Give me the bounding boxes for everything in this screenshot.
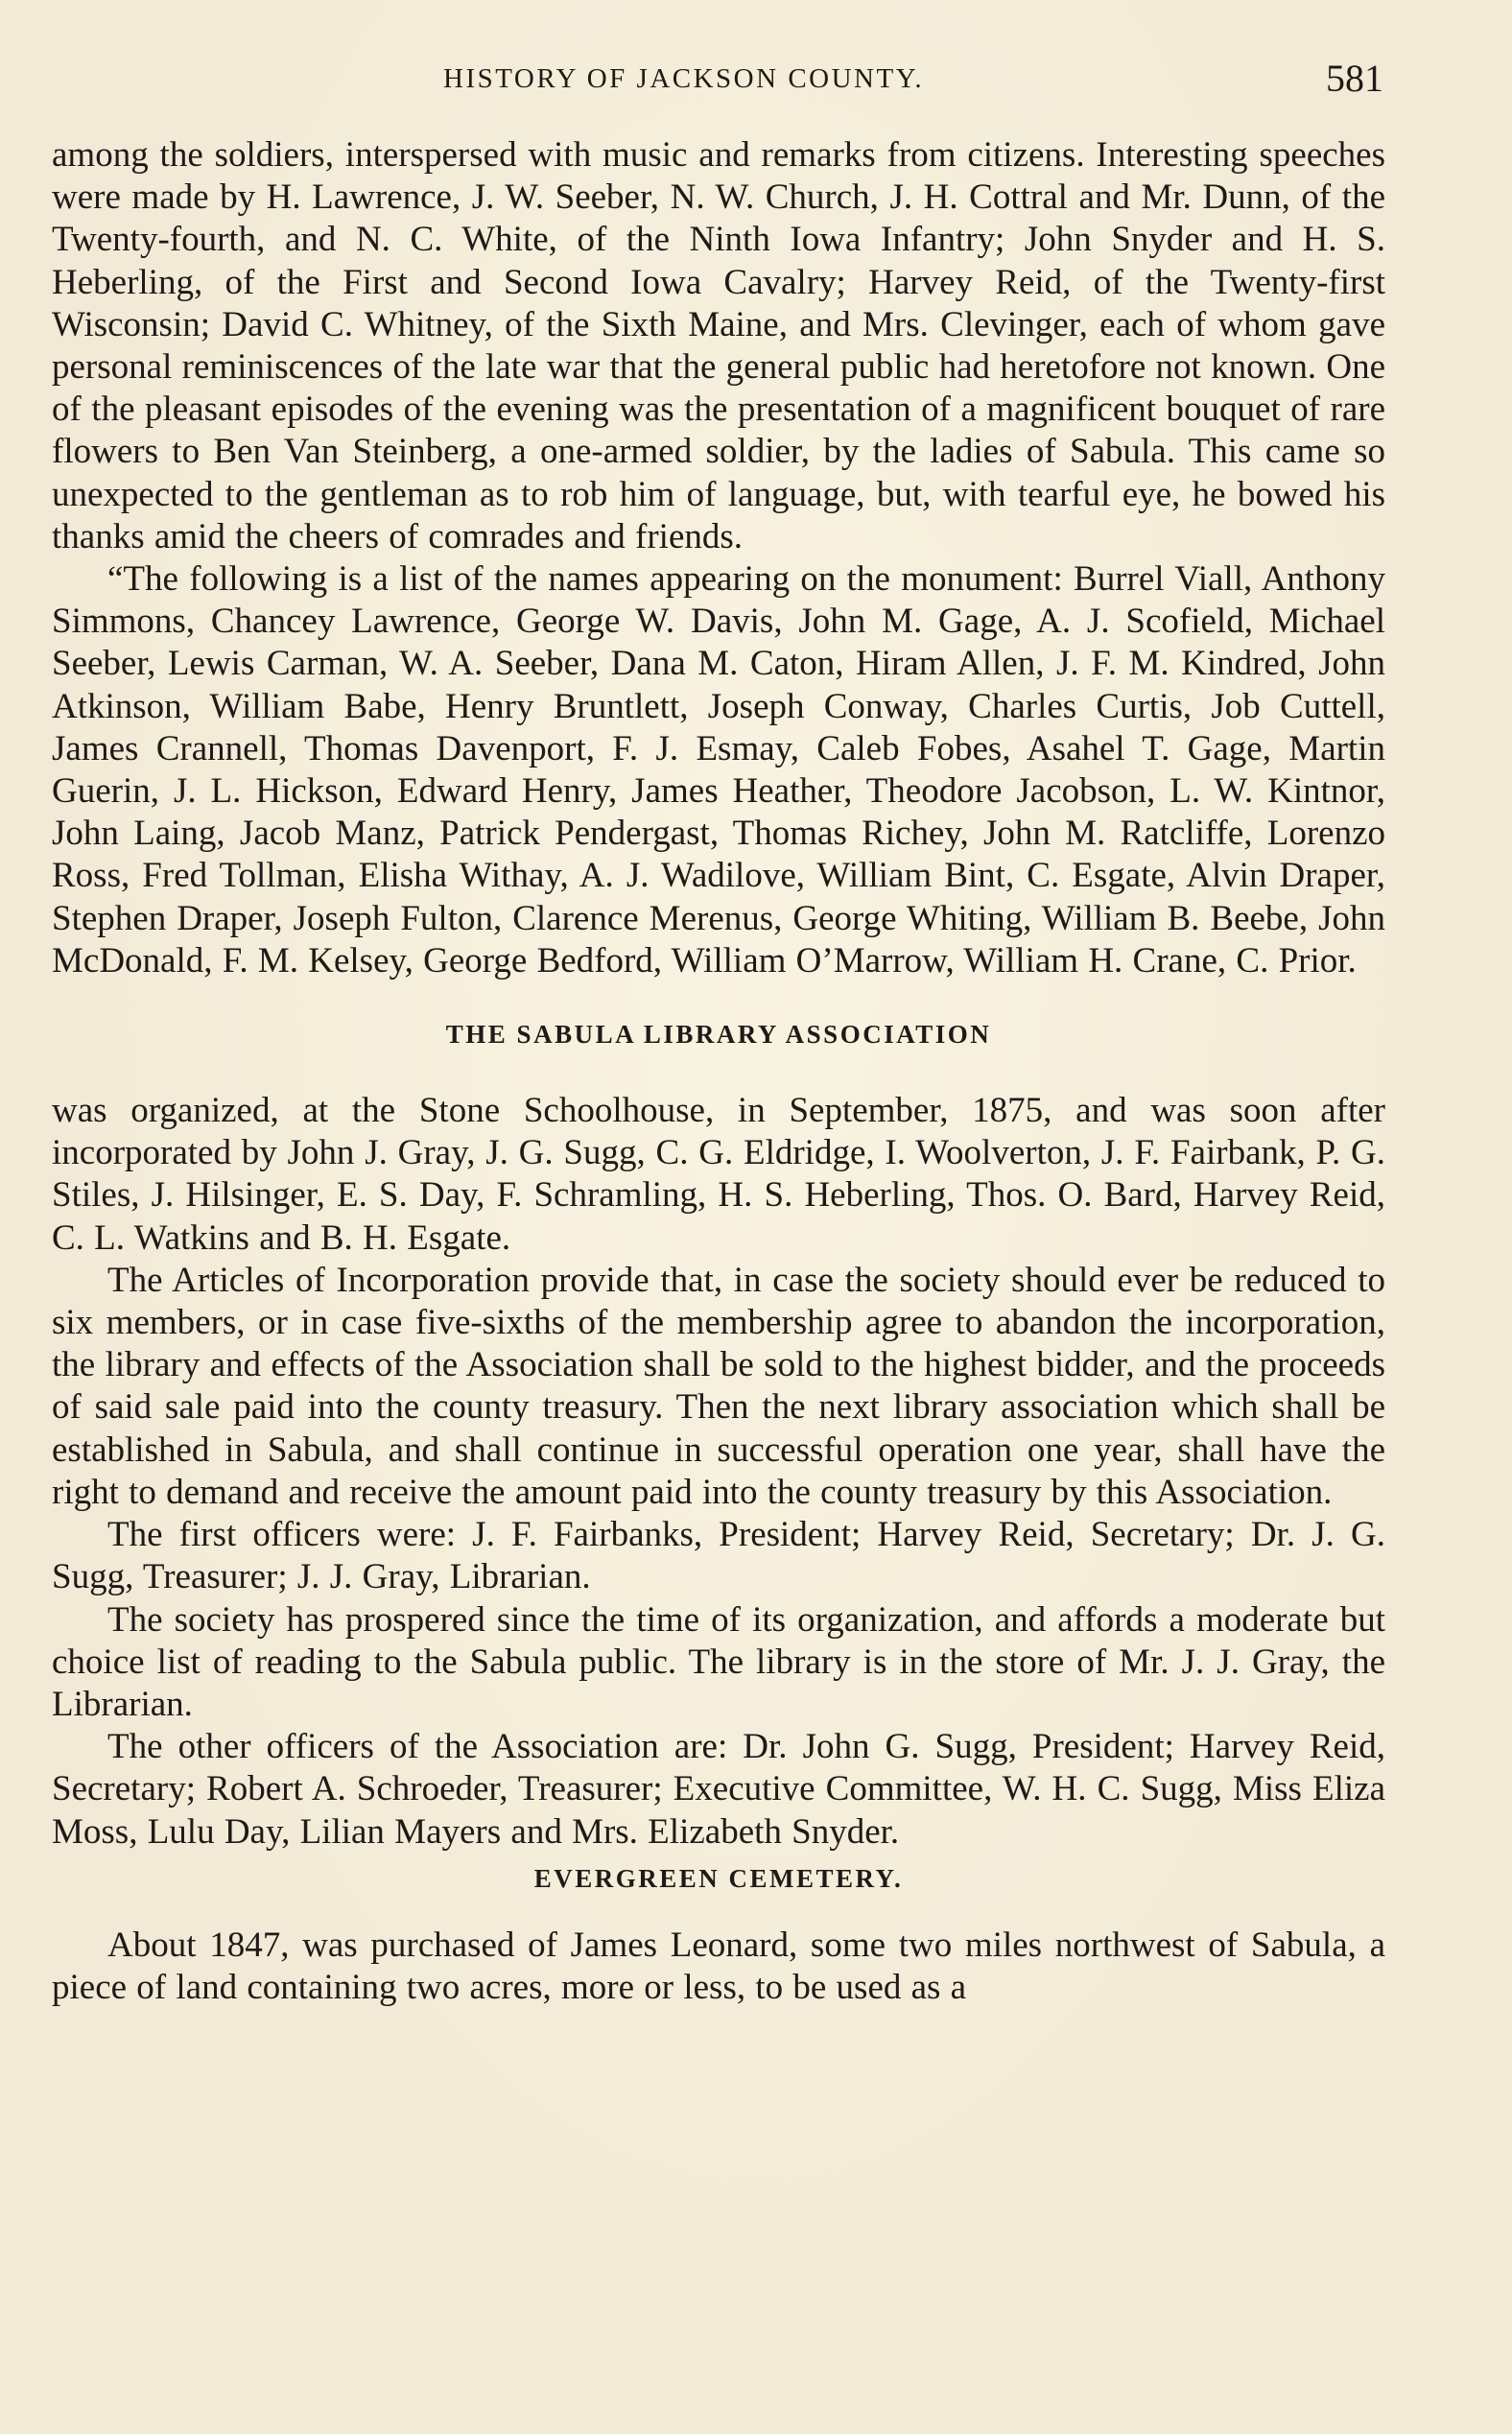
running-header xyxy=(50,56,1393,104)
section-heading-library: THE SABULA LIBRARY ASSOCIATION xyxy=(445,1020,992,1050)
paragraph-other-officers: The other officers of the Association are: Dr. John G. Sugg, President; Harvey Reid, Secretary; Robert A. Schroeder, Treasurer; Executive Committee, W. H. C. Sugg, Miss Eliza Moss, Lulu Day, Lilian Mayers and Mrs. Elizabeth Snyder. xyxy=(52,1727,1385,1852)
paragraph-soldiers: among the soldiers, interspersed with music and remarks from citizens. Interesting speeches were made by H. Lawrence, J. W. Seeber, N. W. Church, J. H. Cottral and Mr. Dunn, of the Twenty-fourth, and N. C. White, of the Ninth Iowa Infantry; John Snyder and H. S. Heberling, of the First and Second Iowa Cavalry; Harvey Reid, of the Twenty-first Wisconsin; David C. Whitney, of the Sixth Maine, and Mrs. Clevinger, each of whom gave personal reminiscences of the late war that the general public had heretofore not known. One of the pleasant episodes of the evening was the presentation of a magnificent bouquet of rare flowers to Ben Van Steinberg, a one-armed soldier, by the ladies of Sabula. This came so unexpected to the gentleman as to rob him of language, but, with tearful eye, he bowed his thanks amid the cheers of comrades and friends. xyxy=(52,135,1385,556)
paragraph-society-prospered: The society has prospered since the time of its organization, and affords a moderate but choice list of reading to the Sabula public. The library is in the store of Mr. J. J. Gray, the Librarian. xyxy=(52,1599,1385,1724)
paragraph-cemetery: About 1847, was purchased of James Leonard, some two miles northwest of Sabula, a piece of land containing two acres, more or less, to be used as a xyxy=(52,1925,1385,2007)
paragraph-library-organized: was organized, at the Stone Schoolhouse, in September, 1875, and was soon after incorporated by John J. Gray, J. G. Sugg, C. G. Eldridge, I. Woolverton, J. F. Fairbank, P. G. Stiles, J. Hilsinger, E. S. Day, F. Schramling, H. S. Heberling, Thos. O. Bard, Harvey Reid, C. L. Watkins and B. H. Esgate. xyxy=(52,1091,1385,1258)
running-title: HISTORY OF JACKSON COUNTY. xyxy=(443,63,925,94)
paragraph-first-officers: The first officers were: J. F. Fairbanks, President; Harvey Reid, Secretary; Dr. J. G. Sugg, Treasurer; J. J. Gray, Librarian. xyxy=(52,1515,1385,1597)
paragraph-articles-of-incorporation: The Articles of Incorporation provide that, in case the society should ever be reduced to six members, or in case five-sixths of the membership agree to abandon the incorporation, the library and effects of the Association shall be sold to the highest bidder, and the proceeds of said sale paid into the county treasury. Then the next library association which shall be established in Sabula, and shall continue in successful operation one year, shall have the right to demand and receive the amount paid into the county treasury by this Association. xyxy=(52,1260,1385,1512)
paragraph-monument-names: “The following is a list of the names appearing on the monument: Burrel Viall, Anthony Simmons, Chancey Lawrence, George W. Davis, John M. Gage, A. J. Scofield, Michael Seeber, Lewis Carman, W. A. Seeber, Dana M. Caton, Hiram Allen, J. F. M. Kindred, John Atkinson, William Babe, Henry Bruntlett, Joseph Conway, Charles Curtis, Job Cuttell, James Crannell, Thomas Davenport, F. J. Esmay, Caleb Fobes, Asahel T. Gage, Martin Guerin, J. L. Hickson, Edward Henry, James Heather, Theodore Jacobson, L. W. Kintnor, John Laing, Jacob Manz, Patrick Pendergast, Thomas Richey, John M. Ratcliffe, Lorenzo Ross, Fred Tollman, Elisha Withay, A. J. Wadilove, William Bint, C. Esgate, Alvin Draper, Stephen Draper, Joseph Fulton, Clarence Merenus, George Whiting, William B. Beebe, John McDonald, F. M. Kelsey, George Bedford, William O’Marrow, William H. Crane, C. Prior. xyxy=(52,559,1385,981)
text-column xyxy=(52,134,1385,2009)
section-heading-cemetery: EVERGREEN CEMETERY. xyxy=(533,1863,904,1893)
page-number: 581 xyxy=(1326,57,1383,100)
